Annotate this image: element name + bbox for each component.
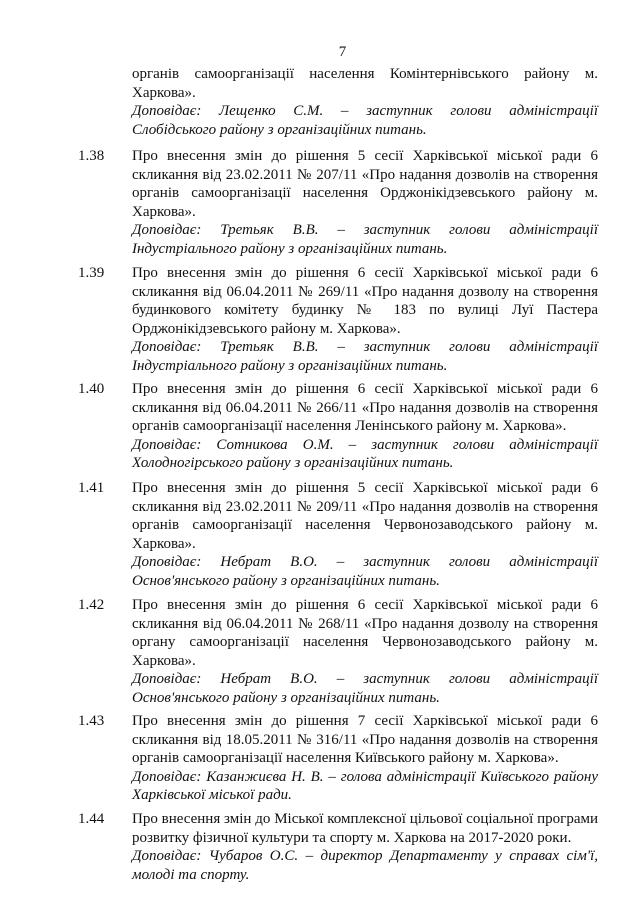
item-number: 1.41 (78, 480, 105, 496)
item-reporter: Доповідає: Казанжиєва Н. В. – голова адміністрації Київського району Харківської міської ради. (132, 768, 598, 803)
item-reporter: Доповідає: Небрат В.О. – заступник голови адміністрації Основ'янського району з організаційних питань. (132, 554, 598, 589)
item-number: 1.42 (78, 597, 105, 613)
item-number: 1.44 (78, 811, 105, 827)
item-text: Про внесення змін до рішення 7 сесії Харківської міської ради 6 скликання від 18.05.2011 № 316/11 «Про надання дозволів на створення органів самоорганізації населення Київського району м. Харкова». (132, 713, 598, 766)
item-body (132, 147, 598, 258)
item-text: Про внесення змін до рішення 6 сесії Харківської міської ради 6 скликання від 06.04.2011 № 268/11 «Про надання дозволу на створення органу самоорганізації населення Червонозаводського району м. Харкова». (132, 597, 598, 669)
item-text: Про внесення змін до Міської комплексної цільової соціальної програми розвитку фізичної культури та спорту м. Харкова на 2017-2020 роки. (132, 811, 598, 846)
item-body (132, 810, 598, 884)
item-number: 1.39 (78, 265, 105, 281)
item-body (132, 712, 598, 805)
carryover-text: органів самоорганізації населення Комінтернівського району м. Харкова». (132, 66, 598, 101)
item-reporter: Доповідає: Чубаров О.С. – директор Департаменту у справах сім'ї, молоді та спорту. (132, 848, 598, 883)
item-text: Про внесення змін до рішення 5 сесії Харківської міської ради 6 скликання від 23.02.2011 № 209/11 «Про надання дозволів на створення органів самоорганізації населення Червонозаводського району м. Харкова». (132, 480, 598, 552)
carryover-block (132, 65, 598, 139)
page-number: 7 (338, 44, 347, 60)
carryover-reporter: Доповідає: Лещенко С.М. – заступник голови адміністрації Слобідського району з організаційних питань. (132, 103, 598, 138)
item-number: 1.40 (78, 381, 105, 397)
item-body (132, 479, 598, 590)
item-number: 1.38 (78, 148, 105, 164)
item-reporter: Доповідає: Третьяк В.В. – заступник голови адміністрації Індустріального району з організаційних питань. (132, 222, 598, 257)
item-text: Про внесення змін до рішення 6 сесії Харківської міської ради 6 скликання від 06.04.2011 № 269/11 «Про надання дозволу на створення будинкового комітету будинку № 183 по вулиці Луї Пастера Орджонікідзевського району м. Харкова». (132, 265, 598, 337)
item-text: Про внесення змін до рішення 6 сесії Харківської міської ради 6 скликання від 06.04.2011 № 266/11 «Про надання дозволів на створення органів самоорганізації населення Ленінського району м. Харкова». (132, 381, 598, 434)
item-number: 1.43 (78, 713, 105, 729)
item-body (132, 380, 598, 473)
item-reporter: Доповідає: Сотникова О.М. – заступник голови адміністрації Холодногірського району з організаційних питань. (132, 436, 598, 471)
item-body (132, 264, 598, 375)
item-reporter: Доповідає: Третьяк В.В. – заступник голови адміністрації Індустріального району з організаційних питань. (132, 339, 598, 374)
item-reporter: Доповідає: Небрат В.О. – заступник голови адміністрації Основ'янського району з організаційних питань. (132, 671, 598, 706)
item-body (132, 596, 598, 707)
item-text: Про внесення змін до рішення 5 сесії Харківської міської ради 6 скликання від 23.02.2011 № 207/11 «Про надання дозволів на створення органів самоорганізації населення Орджонікідзевського району м. Харкова». (132, 148, 598, 220)
